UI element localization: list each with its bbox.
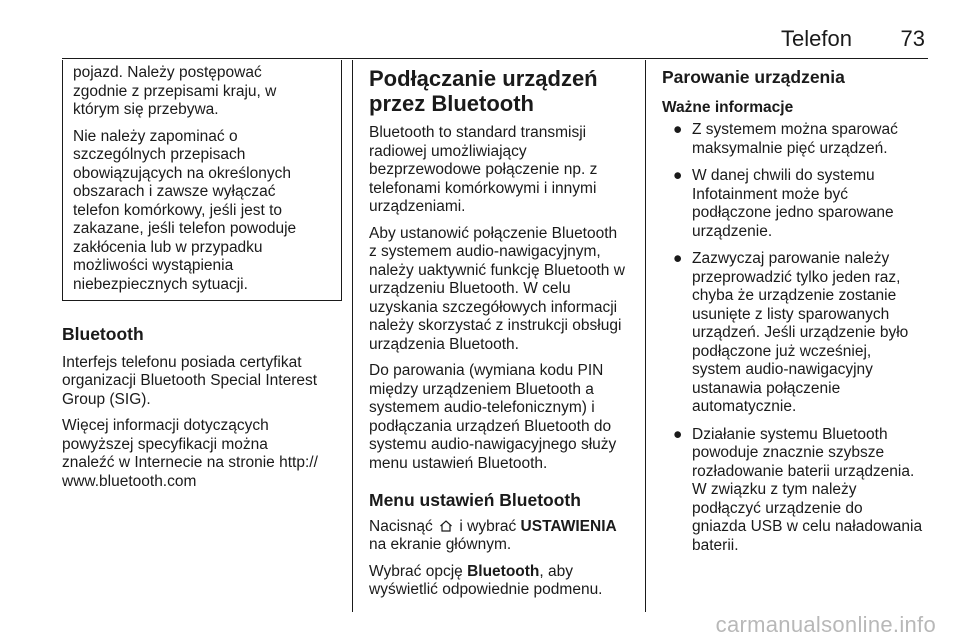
settings-press-text: Nacisnąć <box>369 517 433 535</box>
settings-paragraph-2 <box>369 563 635 600</box>
note-paragraph-2: Nie należy zapominać o szczególnych przepisach obowiązujących na określonych obszarach i zawsze wyłączać telefon komórkowy, jeśli jest to zakazane, jeśli telefon powoduje zakłócenia lub w przypadku możliwości wystąpienia niebezpiecznych sytuacji. <box>73 127 297 293</box>
warning-note-box <box>62 60 342 301</box>
watermark-text: carmanualsonline.info <box>715 612 936 637</box>
list-item <box>662 426 954 556</box>
settings-screen-text: na ekranie głównym. <box>369 536 512 553</box>
connecting-paragraph-1: Bluetooth to standard transmisji radiowej umożliwiający bezprzewodowe połączenie np. z telefonami komórkowymi i innymi urządzeniami. <box>369 124 598 215</box>
settings-paragraph-1 <box>369 518 635 555</box>
settings-select-text: i wybrać <box>459 517 517 535</box>
bullet-icon: ● <box>673 121 683 138</box>
list-item-text: Działanie systemu Bluetooth powoduje znacznie szybsze rozładowanie baterii urządzenia. W związku z tym należy podłączyć urządzenie do gniazda USB w celu naładowania baterii. <box>692 425 923 554</box>
bluetooth-keyword: Bluetooth <box>467 562 540 580</box>
home-icon <box>439 519 453 533</box>
bullet-icon: ● <box>673 425 683 443</box>
bullet-icon: ● <box>673 167 683 184</box>
settings-keyword: USTAWIENIA <box>520 517 617 535</box>
settings-submenu-text: , aby wyświetlić odpowiednie podmenu. <box>369 562 603 598</box>
header-title: Telefon <box>781 26 852 51</box>
column-left <box>62 60 342 499</box>
column-divider-1 <box>352 60 353 612</box>
bluetooth-paragraph-1: Interfejs telefonu posiada certyfikat organizacji Bluetooth Special Interest Group (SIG). <box>62 353 318 408</box>
column-divider-2 <box>645 60 646 612</box>
section-heading-pairing: Parowanie urządzenia <box>662 67 845 87</box>
section-heading-connecting: Podłączanie urządzeń przez Bluetooth <box>369 66 598 116</box>
list-item-text: Zazwyczaj parowanie należy przeprowadzić tylko jeden raz, chyba że urządzenie zostanie usunięte z listy sparowanych urządzeń. Jeśli urządzenie było podłączone już wcześniej, system audio-nawigacyjny ustanawia połączenie automatycznie. <box>692 250 909 415</box>
list-item-text: W danej chwili do systemu Infotainment może być podłączone jedno sparowane urządzenie. <box>692 167 894 240</box>
connecting-paragraph-3: Do parowania (wymiana kodu PIN między urządzeniem Bluetooth a systemem audio-telefonicznym) i podłączania urządzeń Bluetooth do systemu audio-nawigacyjnego służy menu ustawień Bluetooth. <box>369 362 617 472</box>
settings-choose-text: Wybrać opcję <box>369 562 463 580</box>
list-item <box>662 121 954 158</box>
subheading-important-info: Ważne informacje <box>662 98 794 116</box>
column-right <box>662 60 954 564</box>
list-item <box>662 167 954 241</box>
column-middle <box>369 60 635 608</box>
bullet-icon: ● <box>673 250 683 267</box>
list-item <box>662 250 954 417</box>
section-heading-bluetooth: Bluetooth <box>62 324 144 344</box>
header-rule <box>62 58 928 59</box>
page-number: 73 <box>900 26 925 51</box>
subheading-settings-menu: Menu ustawień Bluetooth <box>369 490 581 510</box>
note-paragraph-1: pojazd. Należy postępować zgodnie z przepisami kraju, w którym się przebywa. <box>73 64 277 118</box>
important-info-list <box>662 121 954 555</box>
list-item-text: Z systemem można sparować maksymalnie pięć urządzeń. <box>692 121 898 157</box>
bluetooth-paragraph-2: Więcej informacji dotyczących powyższej specyfikacji można znaleźć w Internecie na stronie http:// www.bluetooth.com <box>62 417 318 490</box>
connecting-paragraph-2: Aby ustanowić połączenie Bluetooth z systemem audio-nawigacyjnym, należy uaktywnić funkcję Bluetooth w urządzeniu Bluetooth. W celu uzyskania szczegółowych informacji należy skorzystać z instrukcji obsługi urządzenia Bluetooth. <box>369 224 625 353</box>
